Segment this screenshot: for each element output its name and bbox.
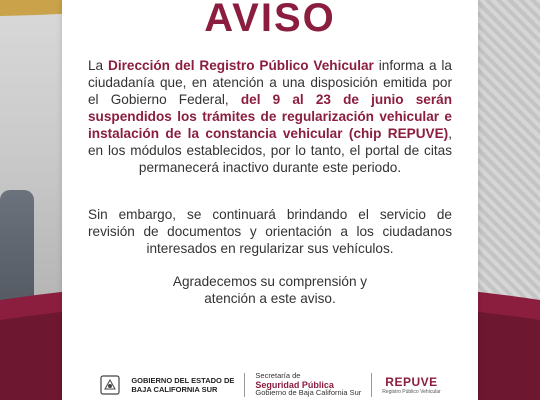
state-seal-icon: [99, 374, 121, 396]
notice-paragraph-1: [88, 57, 452, 176]
text-segment: , en los módulos establecidos, por lo tanto, el portal de citas permanecerá inactivo durante este periodo.: [88, 126, 452, 175]
bold-segment-dates: del 9 al 23 de junio serán suspendidos los trámites de regularización vehicular e instalación de la constancia vehicular (chip REPUVE): [88, 92, 452, 141]
gov-line-2: BAJA CALIFORNIA SUR: [131, 385, 218, 394]
sec-line-3: Gobierno de Baja California Sur: [255, 388, 362, 398]
security-secretariat: [255, 372, 361, 398]
divider: [371, 373, 372, 397]
divider: [244, 373, 245, 397]
bold-segment-department: Dirección del Registro Público Vehicular: [108, 58, 374, 73]
sec-line-1: Secretaría de: [255, 371, 301, 381]
state-government-name: [131, 376, 234, 394]
footer-logos: [62, 370, 478, 400]
text-segment: informa a la ciudadanía que, en atención a una disposición emitida por el Gobierno Federal,: [88, 58, 452, 107]
notice-paragraph-2: Sin embargo, se continuará brindando el servicio de revisión de documentos y orientación a los ciudadanos interesados en regularizar sus vehículos.: [88, 207, 452, 256]
notice-paragraph-3: [88, 273, 452, 307]
page-title: AVISO: [204, 0, 336, 40]
thanks-line-2: atención a este aviso.: [204, 291, 336, 306]
repuve-subtitle: Registro Público Vehicular: [382, 389, 441, 395]
thanks-line-1: Agradecemos su comprensión y: [172, 274, 368, 289]
text-segment: La: [88, 58, 109, 73]
notice-panel: [62, 0, 478, 400]
repuve-logo-text: REPUVE: [385, 375, 438, 389]
sec-line-2: Seguridad Pública: [255, 379, 334, 390]
repuve-logo-icon: [382, 375, 440, 395]
gov-line-1: GOBIERNO DEL ESTADO DE: [131, 376, 235, 385]
